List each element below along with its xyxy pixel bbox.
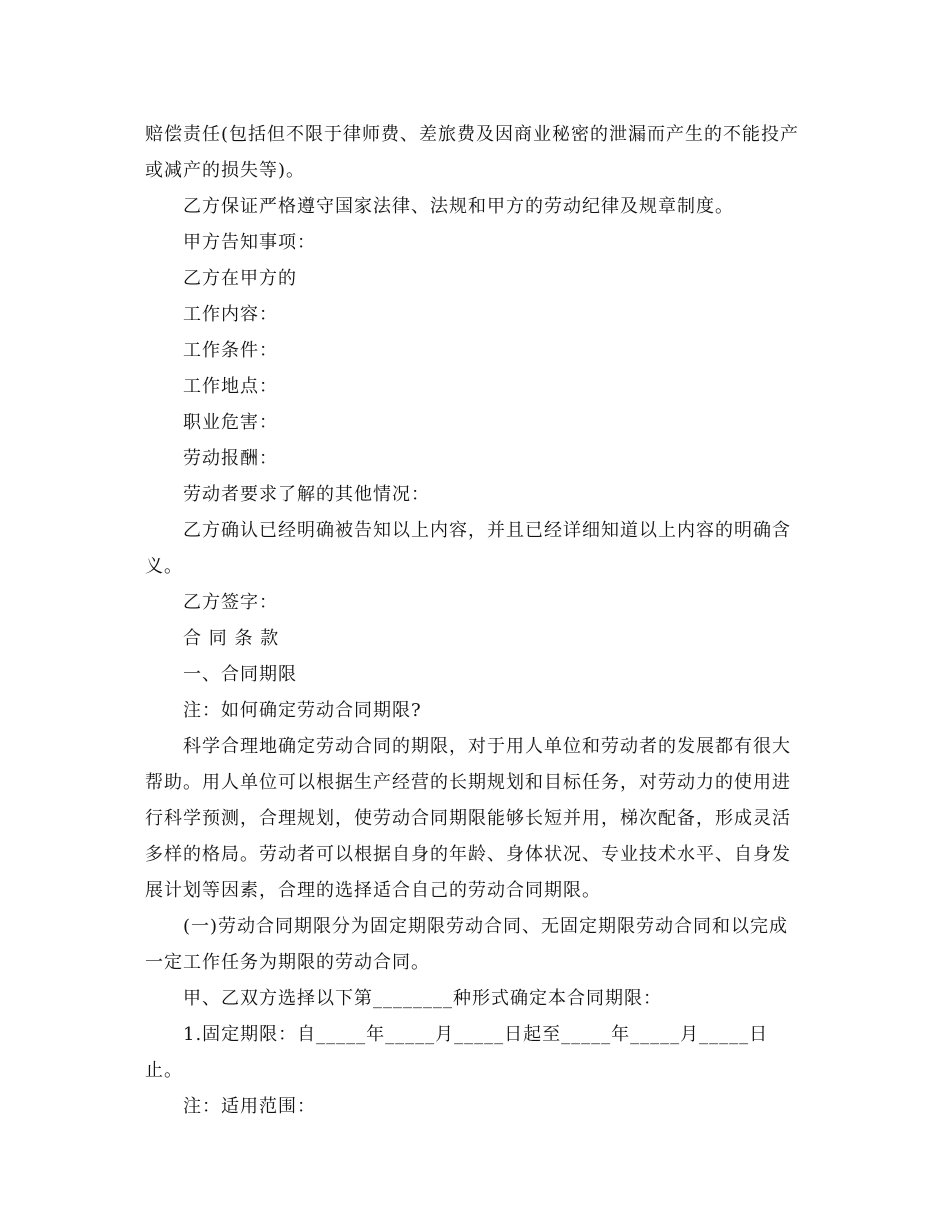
field-signature: 乙方签字： xyxy=(183,592,278,613)
section-heading-term: 一、合同期限 xyxy=(183,664,297,685)
paragraph-term-explanation: 科学合理地确定劳动合同的期限，对于用人单位和劳动者的发展都有很大帮助。用人单位可以根据生产经营的长期规划和目标任务，对劳动力的使用进行科学预测，合理规划，使劳动合同期限能够长短并用，梯次配备，形成灵活多样的格局。劳动者可以根据自身的年龄、身体状况、专业技术水平、自身发展计划等因素，合理的选择适合自己的劳动合同期限。 xyxy=(145,736,791,901)
field-occupational-hazards: 职业危害： xyxy=(183,412,278,433)
paragraph-fixed-term: 1.固定期限：自_____年_____月_____日起至_____年_____月_____日止。 xyxy=(145,1024,769,1081)
paragraph-position: 乙方在甲方的 xyxy=(183,268,297,289)
document-body xyxy=(145,117,805,1125)
paragraph-confirmation: 乙方确认已经明确被告知以上内容，并且已经详细知道以上内容的明确含义。 xyxy=(145,520,791,577)
note-scope: 注：适用范围： xyxy=(183,1096,316,1117)
field-remuneration: 劳动报酬： xyxy=(183,448,278,469)
paragraph-notice-heading: 甲方告知事项： xyxy=(183,232,316,253)
paragraph-compliance: 乙方保证严格遵守国家法律、法规和甲方的劳动纪律及规章制度。 xyxy=(183,196,734,217)
paragraph-liability: 赔偿责任(包括但不限于律师费、差旅费及因商业秘密的泄漏而产生的不能投产或减产的损失等)。 xyxy=(145,124,800,181)
section-title-contract-terms: 合 同 条 款 xyxy=(183,628,280,649)
field-work-location: 工作地点： xyxy=(183,376,278,397)
field-work-content: 工作内容： xyxy=(183,304,278,325)
paragraph-term-choice: 甲、乙双方选择以下第________种形式确定本合同期限： xyxy=(183,988,662,1009)
note-heading-term: 注：如何确定劳动合同期限? xyxy=(183,700,422,721)
paragraph-term-types: (一)劳动合同期限分为固定期限劳动合同、无固定期限劳动合同和以完成一定工作任务为期限的劳动合同。 xyxy=(145,916,789,973)
field-other-info: 劳动者要求了解的其他情况： xyxy=(183,484,430,505)
field-work-conditions: 工作条件： xyxy=(183,340,278,361)
